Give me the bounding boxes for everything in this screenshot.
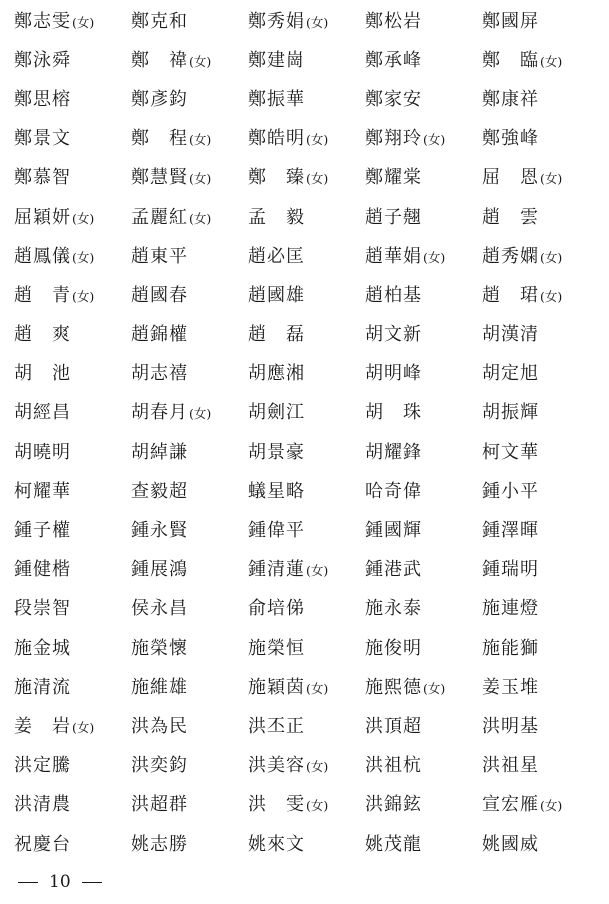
- name-entry: [14, 480, 131, 502]
- person-name: 洪定騰: [14, 755, 71, 777]
- person-name: 趙 磊: [248, 324, 305, 346]
- gender-marker: (女): [540, 249, 563, 265]
- name-entry: [365, 833, 482, 855]
- person-name: 俞培俤: [248, 598, 305, 620]
- name-entry: [365, 169, 482, 187]
- person-name: 胡經昌: [14, 402, 71, 424]
- gender-marker: (女): [72, 14, 95, 30]
- person-name: 柯文華: [482, 441, 539, 463]
- name-entry: [248, 284, 365, 306]
- page-number: 10: [49, 872, 71, 892]
- name-entry: [365, 206, 482, 228]
- name-entry: [131, 49, 248, 71]
- name-entry: [248, 206, 365, 228]
- name-entry: [248, 88, 365, 110]
- name-entry: [248, 49, 365, 71]
- person-name: 趙國雄: [248, 284, 305, 306]
- person-name: 姚志勝: [131, 833, 188, 855]
- person-name: 施清流: [14, 676, 71, 698]
- person-name: 洪明基: [482, 715, 539, 737]
- name-entry: [365, 757, 482, 775]
- name-entry: [365, 522, 482, 540]
- person-name: 洪丕正: [248, 715, 305, 737]
- person-name: 鄭 禕: [131, 49, 188, 71]
- name-entry: [248, 833, 365, 855]
- person-name: 洪清農: [14, 794, 71, 816]
- name-entry: [248, 169, 365, 187]
- gender-marker: (女): [540, 53, 563, 69]
- name-entry: [14, 169, 131, 187]
- name-entry: [14, 600, 131, 618]
- person-name: 鍾國輝: [365, 520, 422, 542]
- name-entry: [248, 676, 365, 698]
- gender-marker: (女): [72, 288, 95, 304]
- name-entry: [365, 441, 482, 463]
- person-name: 趙錦權: [131, 324, 188, 346]
- name-entry: [482, 404, 599, 422]
- person-name: 趙 雲: [482, 206, 539, 228]
- name-entry: [248, 130, 365, 148]
- name-entry: [482, 10, 599, 32]
- person-name: 鄭思榕: [14, 88, 71, 110]
- person-name: 洪為民: [131, 715, 188, 737]
- name-entry: [482, 480, 599, 502]
- person-name: 趙柏基: [365, 284, 422, 306]
- person-name: 洪錦鉉: [365, 794, 422, 816]
- person-name: 鄭 程: [131, 128, 188, 150]
- person-name: 胡耀鋒: [365, 441, 422, 463]
- person-name: 鍾健楷: [14, 559, 71, 581]
- person-name: 洪超群: [131, 794, 188, 816]
- person-name: 柯耀華: [14, 480, 71, 502]
- person-name: 鄭景文: [14, 128, 71, 150]
- person-name: 屈穎妍: [14, 206, 71, 228]
- name-entry: [365, 284, 482, 306]
- name-entry: [365, 715, 482, 737]
- name-entry: [482, 833, 599, 855]
- person-name: 趙鳳儀: [14, 245, 71, 267]
- name-entry: [248, 600, 365, 618]
- person-name: 鄭皓明: [248, 128, 305, 150]
- name-entry: [131, 326, 248, 344]
- person-name: 施永泰: [365, 598, 422, 620]
- person-name: 祝慶台: [14, 833, 71, 855]
- name-entry: [482, 715, 599, 737]
- person-name: 胡漢清: [482, 324, 539, 346]
- person-name: 胡劍江: [248, 402, 305, 424]
- person-name: 屈 恩: [482, 167, 539, 189]
- person-name: 胡明峰: [365, 363, 422, 385]
- person-name: 洪美容: [248, 755, 305, 777]
- name-entry: [248, 480, 365, 502]
- person-name: 洪奕鈞: [131, 755, 188, 777]
- person-name: 胡 珠: [365, 402, 422, 424]
- name-entry: [14, 715, 131, 737]
- gender-marker: (女): [540, 798, 563, 814]
- person-name: 施熙德: [365, 676, 422, 698]
- name-entry: [131, 522, 248, 540]
- name-entry: [248, 796, 365, 814]
- name-entry: [248, 637, 365, 659]
- gender-marker: (女): [306, 680, 329, 696]
- name-entry: [365, 49, 482, 71]
- person-name: 孟 毅: [248, 206, 305, 228]
- name-entry: [14, 561, 131, 579]
- name-entry: [482, 522, 599, 540]
- person-name: 段崇智: [14, 598, 71, 620]
- person-name: 鍾展鴻: [131, 559, 188, 581]
- name-entry: [131, 365, 248, 383]
- gender-marker: (女): [423, 249, 446, 265]
- name-entry: [131, 600, 248, 618]
- name-entry: [482, 130, 599, 148]
- person-name: 趙 珺: [482, 284, 539, 306]
- person-name: 胡曉明: [14, 441, 71, 463]
- gender-marker: (女): [423, 680, 446, 696]
- name-entry: [14, 404, 131, 422]
- person-name: 鍾澤暉: [482, 520, 539, 542]
- name-entry: [365, 637, 482, 659]
- name-entry: [131, 676, 248, 698]
- name-entry: [482, 169, 599, 187]
- person-name: 胡春月: [131, 402, 188, 424]
- person-name: 鄭松岩: [365, 10, 422, 32]
- name-entry: [365, 365, 482, 383]
- name-entry: [131, 245, 248, 267]
- name-entry: [365, 88, 482, 110]
- name-entry: [482, 561, 599, 579]
- gender-marker: (女): [306, 132, 329, 148]
- person-name: 鄭慕智: [14, 167, 71, 189]
- name-entry: [482, 796, 599, 814]
- name-entry: [14, 757, 131, 775]
- name-entry: [248, 441, 365, 463]
- person-name: 施連燈: [482, 598, 539, 620]
- person-name: 胡 池: [14, 363, 71, 385]
- name-entry: [482, 441, 599, 463]
- person-name: 趙東平: [131, 245, 188, 267]
- gender-marker: (女): [423, 132, 446, 148]
- person-name: 胡綽謙: [131, 441, 188, 463]
- person-name: 哈奇偉: [365, 480, 422, 502]
- person-name: 趙 青: [14, 284, 71, 306]
- gender-marker: (女): [72, 210, 95, 226]
- person-name: 趙華娟: [365, 245, 422, 267]
- name-entry: [131, 833, 248, 855]
- name-entry: [14, 365, 131, 383]
- name-entry: [248, 326, 365, 344]
- gender-marker: (女): [306, 563, 329, 579]
- name-entry: [365, 326, 482, 344]
- person-name: 姚國威: [482, 833, 539, 855]
- person-name: 鍾偉平: [248, 520, 305, 542]
- person-name: 趙必匡: [248, 245, 305, 267]
- name-entry: [365, 796, 482, 814]
- name-entry: [248, 245, 365, 267]
- person-name: 施金城: [14, 637, 71, 659]
- name-entry: [131, 715, 248, 737]
- person-name: 施榮懷: [131, 637, 188, 659]
- name-entry: [131, 637, 248, 659]
- name-entry: [365, 600, 482, 618]
- name-entry: [248, 561, 365, 579]
- person-name: 鄭秀娟: [248, 10, 305, 32]
- name-entry: [365, 130, 482, 148]
- name-entry: [14, 284, 131, 306]
- gender-marker: (女): [189, 406, 212, 422]
- name-entry: [131, 169, 248, 187]
- gender-marker: (女): [306, 171, 329, 187]
- person-name: 洪祖杭: [365, 755, 422, 777]
- gender-marker: (女): [540, 288, 563, 304]
- gender-marker: (女): [189, 132, 212, 148]
- person-name: 鍾永賢: [131, 520, 188, 542]
- person-name: 施俊明: [365, 637, 422, 659]
- gender-marker: (女): [72, 719, 95, 735]
- person-name: 姚茂龍: [365, 833, 422, 855]
- name-entry: [482, 365, 599, 383]
- name-entry: [365, 480, 482, 502]
- person-name: 鄭 臻: [248, 167, 305, 189]
- name-entry: [14, 833, 131, 855]
- gender-marker: (女): [189, 53, 212, 69]
- name-entry: [131, 757, 248, 775]
- name-entry: [248, 404, 365, 422]
- name-entry: [14, 637, 131, 659]
- person-name: 鍾小平: [482, 480, 539, 502]
- name-entry: [131, 284, 248, 306]
- person-name: 胡景豪: [248, 441, 305, 463]
- page-footer: [18, 872, 102, 892]
- person-name: 鍾清蓮: [248, 559, 305, 581]
- name-entry: [365, 404, 482, 422]
- person-name: 趙子翹: [365, 206, 422, 228]
- person-name: 鍾子權: [14, 520, 71, 542]
- person-name: 胡振輝: [482, 402, 539, 424]
- name-entry: [482, 326, 599, 344]
- person-name: 鄭志雯: [14, 10, 71, 32]
- name-entry: [131, 404, 248, 422]
- name-entry: [14, 206, 131, 228]
- name-entry: [365, 561, 482, 579]
- person-name: 鄭強峰: [482, 128, 539, 150]
- person-name: 鄭耀棠: [365, 167, 422, 189]
- person-name: 鍾瑞明: [482, 559, 539, 581]
- name-entry: [131, 206, 248, 228]
- name-entry: [482, 600, 599, 618]
- gender-marker: (女): [306, 798, 329, 814]
- person-name: 鄭翔玲: [365, 128, 422, 150]
- gender-marker: (女): [306, 14, 329, 30]
- person-name: 鄭國屏: [482, 10, 539, 32]
- person-name: 查毅超: [131, 480, 188, 502]
- name-entry: [131, 480, 248, 502]
- name-entry: [14, 522, 131, 540]
- person-name: 洪祖星: [482, 755, 539, 777]
- person-name: 鄭慧賢: [131, 167, 188, 189]
- person-name: 鄭振華: [248, 88, 305, 110]
- person-name: 鄭家安: [365, 88, 422, 110]
- person-name: 胡定旭: [482, 363, 539, 385]
- footer-dash-left: [18, 882, 38, 883]
- footer-dash-right: [82, 882, 102, 883]
- name-list: [14, 2, 609, 864]
- name-entry: [482, 206, 599, 228]
- person-name: 蟻星略: [248, 480, 305, 502]
- name-entry: [482, 49, 599, 71]
- name-entry: [482, 637, 599, 659]
- person-name: 姜 岩: [14, 715, 71, 737]
- name-entry: [482, 284, 599, 306]
- name-entry: [14, 10, 131, 32]
- name-entry: [131, 796, 248, 814]
- person-name: 鄭泳舜: [14, 49, 71, 71]
- name-entry: [14, 326, 131, 344]
- person-name: 孟麗紅: [131, 206, 188, 228]
- gender-marker: (女): [189, 210, 212, 226]
- name-entry: [14, 130, 131, 148]
- person-name: 鄭克和: [131, 10, 188, 32]
- person-name: 鄭彥鈞: [131, 88, 188, 110]
- person-name: 鄭承峰: [365, 49, 422, 71]
- name-entry: [14, 49, 131, 71]
- person-name: 侯永昌: [131, 598, 188, 620]
- gender-marker: (女): [306, 759, 329, 775]
- name-entry: [482, 676, 599, 698]
- name-entry: [482, 245, 599, 267]
- name-entry: [365, 676, 482, 698]
- name-entry: [131, 130, 248, 148]
- name-entry: [482, 88, 599, 110]
- person-name: 鍾港武: [365, 559, 422, 581]
- name-entry: [365, 245, 482, 267]
- person-name: 施榮恒: [248, 637, 305, 659]
- person-name: 洪 雯: [248, 794, 305, 816]
- name-entry: [131, 88, 248, 110]
- person-name: 胡志禧: [131, 363, 188, 385]
- gender-marker: (女): [189, 171, 212, 187]
- name-entry: [14, 88, 131, 110]
- person-name: 胡應湘: [248, 363, 305, 385]
- name-entry: [14, 676, 131, 698]
- name-entry: [14, 245, 131, 267]
- name-entry: [248, 757, 365, 775]
- name-entry: [131, 441, 248, 463]
- gender-marker: (女): [72, 249, 95, 265]
- person-name: 姚來文: [248, 833, 305, 855]
- person-name: 趙秀嫻: [482, 245, 539, 267]
- person-name: 趙國春: [131, 284, 188, 306]
- name-entry: [14, 441, 131, 463]
- person-name: 胡文新: [365, 324, 422, 346]
- person-name: 鄭建崗: [248, 49, 305, 71]
- person-name: 宣宏雁: [482, 794, 539, 816]
- name-entry: [131, 10, 248, 32]
- name-entry: [365, 10, 482, 32]
- name-entry: [482, 757, 599, 775]
- person-name: 施穎茵: [248, 676, 305, 698]
- person-name: 趙 爽: [14, 324, 71, 346]
- person-name: 姜玉堆: [482, 676, 539, 698]
- name-entry: [248, 365, 365, 383]
- name-entry: [131, 561, 248, 579]
- person-name: 鄭 臨: [482, 49, 539, 71]
- name-entry: [248, 522, 365, 540]
- person-name: 洪頂超: [365, 715, 422, 737]
- name-entry: [14, 796, 131, 814]
- name-entry: [248, 715, 365, 737]
- person-name: 施維雄: [131, 676, 188, 698]
- gender-marker: (女): [540, 171, 563, 187]
- person-name: 鄭康祥: [482, 88, 539, 110]
- name-entry: [248, 10, 365, 32]
- person-name: 施能獅: [482, 637, 539, 659]
